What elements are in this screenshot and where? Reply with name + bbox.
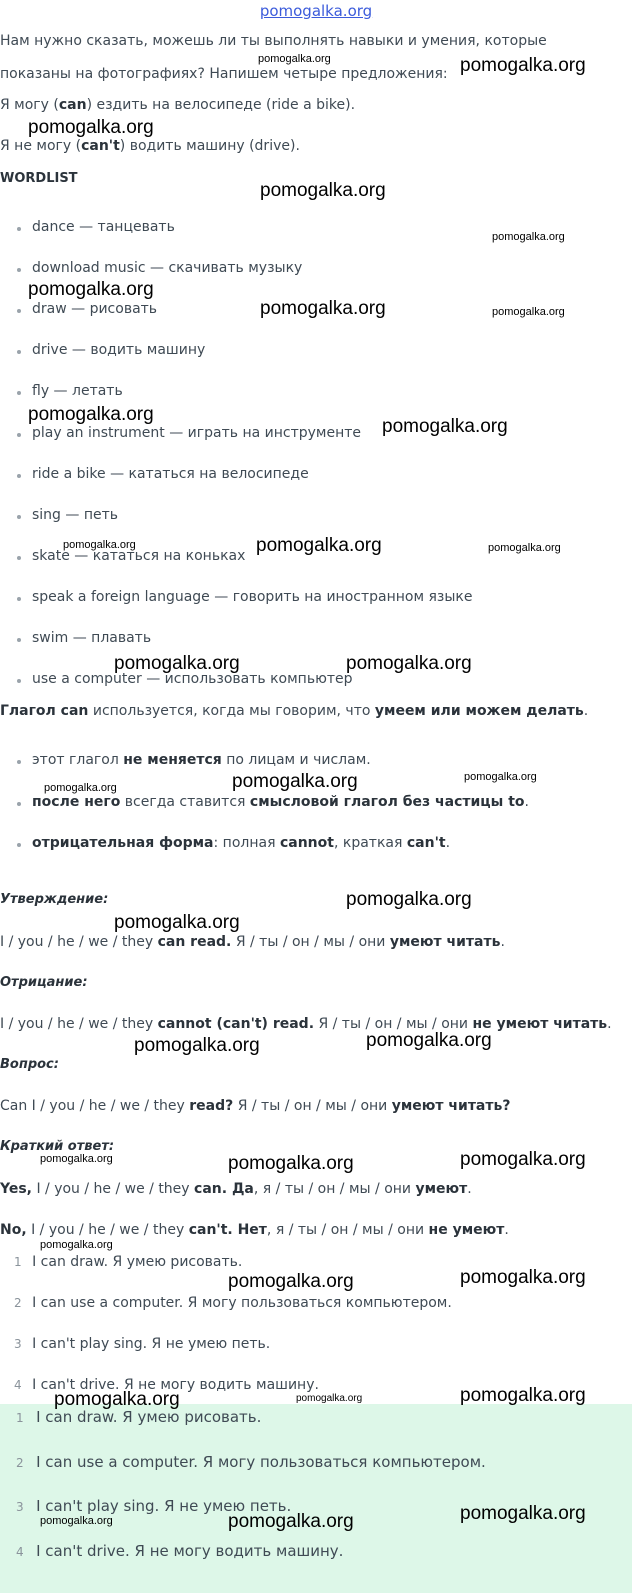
short-answer-no — [0, 1222, 509, 1238]
negative-title: Отрицание: — [0, 975, 88, 990]
list-item: download music — скачивать музыку — [32, 260, 303, 276]
item-text: I can draw. Я умею рисовать. — [36, 1408, 262, 1426]
list-item: fly — летать — [32, 383, 123, 399]
text: . — [500, 934, 505, 950]
text: ) водить машину (drive). — [119, 138, 300, 154]
list-item: sing — петь — [32, 507, 119, 523]
bold-text: can — [58, 97, 87, 113]
item-number: 4 — [14, 1378, 22, 1392]
bold-text: после него — [32, 794, 121, 810]
rule-item — [32, 794, 529, 810]
watermark: pomogalka.org — [460, 55, 586, 76]
bold-text: cannot (can't) read. — [157, 1016, 315, 1032]
watermark: pomogalka.org — [28, 404, 154, 425]
item-number: 2 — [14, 1296, 22, 1310]
bold-text: can't — [81, 138, 120, 154]
text: используется, когда мы говорим, что — [88, 703, 375, 719]
list-item: ride a bike — кататься на велосипеде — [32, 466, 309, 482]
bold-text: can't. Нет — [188, 1222, 267, 1238]
item-text: I can't drive. Я не могу водить машину. — [36, 1542, 344, 1560]
bold-text: не умеют читать — [472, 1016, 608, 1032]
text: , краткая — [333, 835, 407, 851]
watermark: pomogalka.org — [228, 1511, 354, 1532]
affirmative-title: Утверждение: — [0, 892, 109, 907]
text: Я / ты / он / мы / они — [233, 1098, 392, 1114]
text: : полная — [213, 835, 280, 851]
text: , я / ты / он / мы / они — [266, 1222, 429, 1238]
text: по лицам и числам. — [221, 752, 371, 768]
item-text: I can't play sing. Я не умею петь. — [36, 1497, 292, 1515]
text: . — [504, 1222, 509, 1238]
question-example — [0, 1098, 510, 1114]
watermark: pomogalka.org — [366, 1030, 492, 1051]
rule-item — [32, 752, 371, 768]
bold-text: can't — [406, 835, 446, 851]
text: Can I / you / he / we / they — [0, 1098, 190, 1114]
text: I / you / he / we / they — [26, 1222, 189, 1238]
item-text: I can't play sing. Я не умею петь. — [32, 1336, 271, 1352]
question-title: Вопрос: — [0, 1057, 59, 1072]
intro-line-2: показаны на фотографиях? Напишем четыре предложения: — [0, 66, 448, 82]
bold-text: умеют читать? — [391, 1098, 511, 1114]
bold-text: умеем или можем делать — [374, 703, 584, 719]
intro-example-2 — [0, 138, 300, 154]
list-item: use a computer — использовать компьютер — [32, 671, 353, 687]
watermark: pomogalka.org — [232, 771, 358, 792]
bold-text: Глагол can — [0, 703, 89, 719]
item-number: 3 — [14, 1337, 22, 1351]
bold-text: No, — [0, 1222, 27, 1238]
bold-text: can read. — [157, 934, 232, 950]
bold-text: отрицательная форма — [32, 835, 214, 851]
site-link[interactable]: pomogalka.org — [259, 2, 373, 20]
watermark: pomogalka.org — [460, 1149, 586, 1170]
text: I / you / he / we / they — [0, 934, 158, 950]
watermark: pomogalka.org — [492, 306, 565, 318]
text: Я / ты / он / мы / они — [314, 1016, 473, 1032]
affirmative-example — [0, 934, 505, 950]
watermark: pomogalka.org — [464, 771, 537, 783]
watermark: pomogalka.org — [260, 298, 386, 319]
watermark: pomogalka.org — [256, 535, 382, 556]
watermark: pomogalka.org — [460, 1267, 586, 1288]
negative-example — [0, 1016, 612, 1032]
watermark: pomogalka.org — [28, 279, 154, 300]
item-number: 1 — [16, 1411, 24, 1425]
watermark: pomogalka.org — [460, 1385, 586, 1406]
item-text: I can draw. Я умею рисовать. — [32, 1254, 243, 1270]
list-item — [14, 1295, 452, 1311]
short-answer-yes — [0, 1181, 472, 1197]
text: Я могу ( — [0, 97, 59, 113]
bold-text: cannot — [279, 835, 334, 851]
intro-example-1 — [0, 97, 355, 113]
text: всегда ставится — [120, 794, 250, 810]
bold-text: can. Да — [194, 1181, 254, 1197]
item-text: I can't drive. Я не могу водить машину. — [32, 1377, 319, 1393]
list-item: speak a foreign language — говорить на иностранном языке — [32, 589, 473, 605]
rule-item — [32, 835, 450, 851]
bold-text: read? — [189, 1098, 234, 1114]
list-item: swim — плавать — [32, 630, 152, 646]
watermark: pomogalka.org — [28, 117, 154, 138]
item-number: 4 — [16, 1545, 24, 1559]
watermark: pomogalka.org — [260, 180, 386, 201]
text: , я / ты / он / мы / они — [253, 1181, 416, 1197]
short-answer-title: Краткий ответ: — [0, 1139, 115, 1154]
watermark: pomogalka.org — [488, 542, 561, 554]
bold-text: умеют — [415, 1181, 468, 1197]
watermark: pomogalka.org — [296, 1393, 363, 1404]
watermark: pomogalka.org — [346, 653, 472, 674]
item-number: 1 — [14, 1255, 22, 1269]
watermark: pomogalka.org — [40, 1239, 113, 1251]
intro-line-1: Нам нужно сказать, можешь ли ты выполнять навыки и умения, которые — [0, 33, 547, 49]
bold-text: умеют читать — [389, 934, 501, 950]
text: . — [445, 835, 451, 851]
text: I / you / he / we / they — [0, 1016, 158, 1032]
watermark: pomogalka.org — [228, 1153, 354, 1174]
watermark: pomogalka.org — [114, 653, 240, 674]
watermark: pomogalka.org — [346, 889, 472, 910]
list-item: skate — кататься на коньках — [32, 548, 246, 564]
text: Я не могу ( — [0, 138, 82, 154]
item-text: I can use a computer. Я могу пользоваться компьютером. — [36, 1453, 486, 1471]
text: Я / ты / он / мы / они — [231, 934, 390, 950]
watermark: pomogalka.org — [134, 1035, 260, 1056]
item-number: 3 — [16, 1500, 24, 1514]
watermark: pomogalka.org — [258, 53, 331, 65]
text: ) ездить на велосипеде (ride a bike). — [86, 97, 356, 113]
text: I / you / he / we / they — [32, 1181, 195, 1197]
watermark: pomogalka.org — [40, 1153, 113, 1165]
text: . — [583, 703, 589, 719]
text: . — [467, 1181, 472, 1197]
bold-text: смысловой глагол без частицы to — [249, 794, 525, 810]
grammar-intro — [0, 703, 588, 719]
watermark: pomogalka.org — [40, 1515, 113, 1527]
bold-text: Yes, — [0, 1181, 32, 1197]
bold-text: не умеют — [428, 1222, 505, 1238]
list-item: draw — рисовать — [32, 301, 158, 317]
watermark: pomogalka.org — [492, 231, 565, 243]
watermark: pomogalka.org — [54, 1389, 180, 1410]
answer-item — [16, 1453, 486, 1471]
text: этот глагол — [32, 752, 124, 768]
text: . — [607, 1016, 612, 1032]
text: . — [524, 794, 529, 810]
answer-item — [16, 1542, 343, 1560]
watermark: pomogalka.org — [460, 1503, 586, 1524]
item-text: I can use a computer. Я могу пользоваться компьютером. — [32, 1295, 452, 1311]
item-number: 2 — [16, 1456, 24, 1470]
watermark: pomogalka.org — [44, 782, 117, 794]
watermark: pomogalka.org — [114, 912, 240, 933]
list-item — [14, 1336, 270, 1352]
list-item: dance — танцевать — [32, 219, 175, 235]
list-item: play an instrument — играть на инструменте — [32, 425, 362, 441]
list-item — [14, 1254, 242, 1270]
watermark: pomogalka.org — [63, 539, 136, 551]
wordlist-title: WORDLIST — [0, 171, 78, 186]
list-item: drive — водить машину — [32, 342, 206, 358]
watermark: pomogalka.org — [382, 416, 508, 437]
bold-text: не меняется — [123, 752, 222, 768]
watermark: pomogalka.org — [228, 1271, 354, 1292]
